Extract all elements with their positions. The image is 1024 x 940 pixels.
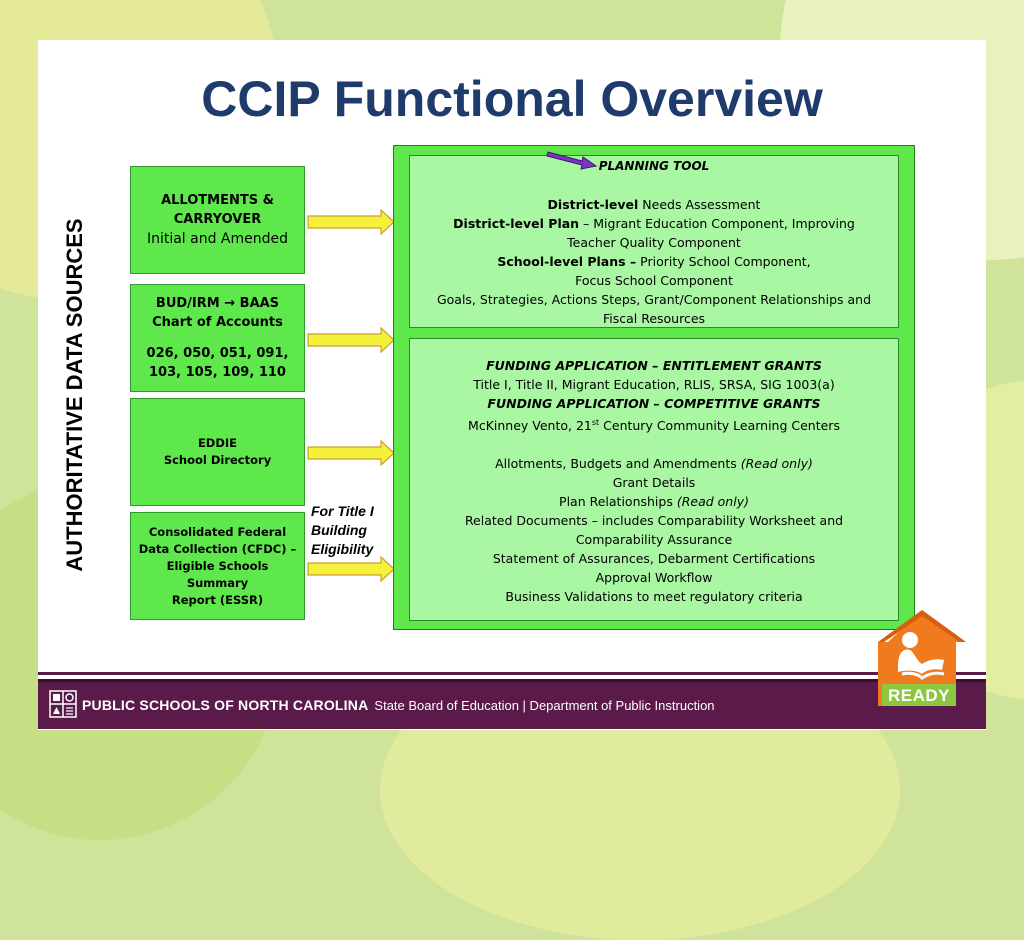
source-box-line: Data Collection (CFDC) – bbox=[138, 541, 297, 556]
planning-line: Teacher Quality Component bbox=[567, 235, 741, 250]
source-box-line: Initial and Amended bbox=[146, 231, 289, 247]
planning-line: Goals, Strategies, Actions Steps, Grant/Component Relationships and bbox=[436, 292, 872, 307]
source-box-eddie bbox=[130, 398, 305, 506]
funding-line: Grant Details bbox=[612, 475, 696, 491]
note-line: For Title I bbox=[311, 503, 374, 519]
planning-tool-header: PLANNING TOOL bbox=[598, 159, 710, 173]
planning-line-bold: District-level Plan bbox=[453, 216, 580, 231]
title-i-eligibility-note bbox=[311, 502, 391, 559]
planning-line-text: – Migrant Education Component, Improving bbox=[579, 216, 855, 231]
ncdpi-logo-icon bbox=[49, 690, 77, 718]
source-box-bud-irm bbox=[130, 284, 305, 392]
source-box-line: School Directory bbox=[163, 453, 272, 467]
planning-line-bold: District-level bbox=[547, 197, 639, 212]
note-line: Building bbox=[311, 522, 367, 538]
funding-line: Statement of Assurances, Debarment Certifications bbox=[492, 551, 816, 567]
source-box-cfdc bbox=[130, 512, 305, 620]
source-box-line: EDDIE bbox=[197, 436, 238, 450]
funding-line: Business Validations to meet regulatory criteria bbox=[505, 589, 803, 605]
planning-line-text: Needs Assessment bbox=[638, 197, 761, 212]
source-box-line: CARRYOVER bbox=[173, 212, 262, 227]
source-box-line: Chart of Accounts bbox=[152, 315, 283, 330]
flow-arrow-icon bbox=[307, 209, 395, 235]
funding-line-text: Century Community Learning Centers bbox=[599, 418, 840, 434]
funding-line-text: McKinney Vento, 21 bbox=[468, 418, 592, 434]
planning-tool-panel bbox=[409, 155, 899, 328]
planning-line bbox=[410, 195, 898, 214]
funding-line: Approval Workflow bbox=[595, 570, 713, 586]
footer-text bbox=[82, 697, 715, 715]
planning-tool-pointer-icon bbox=[546, 148, 598, 170]
planning-line-text: Priority School Component, bbox=[636, 254, 811, 269]
footer-divider bbox=[38, 672, 986, 675]
source-box-allotments bbox=[130, 166, 305, 274]
entitlement-grants-header: FUNDING APPLICATION – ENTITLEMENT GRANTS bbox=[486, 358, 822, 373]
footer-department: State Board of Education | Department of Public Instruction bbox=[374, 698, 715, 713]
planning-line bbox=[410, 252, 898, 271]
funding-line bbox=[410, 413, 898, 435]
funding-line: Related Documents – includes Comparability Worksheet and bbox=[464, 513, 844, 529]
flow-arrow-icon bbox=[307, 327, 395, 353]
footer-org-name: PUBLIC SCHOOLS OF NORTH CAROLINA bbox=[82, 697, 369, 713]
read-only-tag: (Read only) bbox=[676, 494, 749, 510]
source-box-line: BUD/IRM → BAAS bbox=[155, 296, 280, 311]
planning-line: Focus School Component bbox=[575, 273, 733, 288]
funding-application-panel bbox=[409, 338, 899, 621]
flow-arrow-icon bbox=[307, 556, 395, 582]
funding-line-text: Plan Relationships bbox=[559, 494, 677, 510]
funding-line: Title I, Title II, Migrant Education, RLIS, SRSA, SIG 1003(a) bbox=[473, 377, 835, 392]
read-only-tag: (Read only) bbox=[740, 456, 813, 472]
funding-line bbox=[410, 454, 898, 473]
competitive-grants-header: FUNDING APPLICATION – COMPETITIVE GRANTS bbox=[487, 396, 821, 411]
funding-line-superscript: st bbox=[591, 418, 600, 427]
funding-line: Comparability Assurance bbox=[575, 532, 733, 548]
planning-line bbox=[410, 214, 898, 233]
source-box-line: 026, 050, 051, 091, bbox=[146, 346, 289, 361]
slide-title: CCIP Functional Overview bbox=[201, 71, 823, 127]
authoritative-data-sources-label: AUTHORITATIVE DATA SOURCES bbox=[62, 218, 87, 572]
funding-line-text: Allotments, Budgets and Amendments bbox=[495, 456, 741, 472]
ready-logo-label: READY bbox=[887, 686, 950, 705]
source-box-line: 103, 105, 109, 110 bbox=[149, 365, 286, 380]
source-box-line: Consolidated Federal bbox=[148, 524, 287, 539]
source-box-line: Report (ESSR) bbox=[171, 592, 264, 607]
planning-line: Fiscal Resources bbox=[602, 311, 706, 326]
note-line: Eligibility bbox=[311, 541, 374, 557]
planning-line-bold: School-level Plans – bbox=[497, 254, 637, 269]
source-box-line: Eligible Schools Summary bbox=[166, 558, 269, 590]
funding-line bbox=[410, 492, 898, 511]
source-box-line: ALLOTMENTS & bbox=[161, 193, 274, 208]
flow-arrow-icon bbox=[307, 440, 395, 466]
